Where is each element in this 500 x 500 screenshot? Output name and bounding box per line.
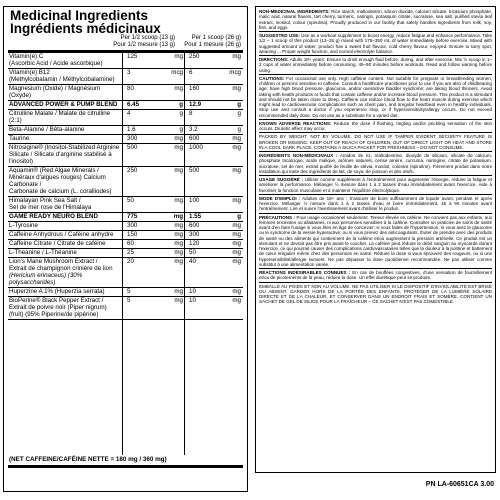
amount-unit: mg	[174, 296, 183, 304]
amount-full-scoop	[185, 298, 243, 319]
ingredient-name	[9, 168, 123, 196]
section-heading: NON-MEDICINAL INGREDIENTS:	[259, 9, 330, 14]
label-section	[259, 269, 492, 283]
amount-unit: mg	[232, 296, 241, 304]
ingredient-name	[9, 136, 123, 143]
ingredient-row	[8, 297, 243, 320]
ingredient-name-line: Caffeine Citrate / Citrate de caféine	[9, 239, 106, 247]
amount-value: 1.6	[127, 125, 136, 133]
amount-half-scoop	[123, 111, 185, 125]
ingredient-name-line: (Methylcobalamin / Méthylcobalamine)	[9, 75, 115, 83]
ingredient-name	[9, 145, 123, 166]
ingredient-name-line: Citrulline Malate / Malate de citrulline (2:1)	[9, 109, 111, 124]
amount-value: 40	[189, 258, 196, 266]
ingredient-name-line: L-Theanine / L-Théanine	[9, 248, 77, 256]
amount-unit: mg	[173, 212, 183, 220]
amount-unit: g	[237, 212, 241, 220]
ingredient-name	[9, 111, 123, 125]
section-text: Adults 18+ years: Ensure to drink enough fluid before, during, and after exercise. Mix ½ scoop in 1–2 cups of water immediately before consuming, 45–90 minutes before workouts. Read and follow warning before using.	[259, 57, 492, 73]
amount-value: 50	[189, 248, 196, 256]
amount-unit: mg	[174, 239, 183, 247]
ingredient-row	[8, 231, 243, 240]
amount-unit: g	[237, 100, 241, 108]
ingredient-name	[9, 214, 123, 221]
section-text: PACKED BY WEIGHT, NOT BY VOLUME. DO NOT USE IF TAMPER EVIDENT SECURITY FEATURE IS BROKEN OR MISSING. KEEP OUT OF REACH OF CHILDREN, OUT OF DIRECT LIGHT OR HEAT AND STORE IN A COOL DARK PLACE. CONTAINS A SILICA PACKET FOR FRESHNESS – DO NOT CONSUME.	[259, 134, 492, 150]
amount-half-scoop	[123, 168, 185, 196]
column-header-row	[4, 35, 247, 42]
amount-half-scoop	[123, 241, 185, 248]
ingredient-name	[9, 70, 123, 84]
blend-header-row	[8, 213, 243, 222]
col1-header: Per 1/2 scoop (13 g)	[120, 35, 175, 41]
amount-unit: mg	[232, 143, 241, 151]
ingredient-name-line: Silicate / Silicate d'arginine stabilisé à l'inositol)	[9, 150, 112, 165]
section-heading: MODE D'EMPLOI :	[259, 195, 301, 201]
amount-value: 500	[189, 166, 200, 174]
label-section	[259, 56, 492, 75]
ingredient-name	[9, 241, 123, 248]
section-text: Pour usage occasionnel seulement. Teneur élevée en caféine. Ne convient pas aux enfants, aux femmes enceintes ou allaitantes, ni aux personnes sensibles à la caféine. Consulter un praticien de soins de santé avant d'en faire l'usage si vous êtes en âge de concevoir; si vous faites de l'hypertension, si vous avez le glaucome ou le syndrome de la vessie hyperactive; ou si vous prenez des anticoagulants. Éviter de prendre avec des produits de santé ou des aliments qui contiennent de la caféine et/ou augmentent la pression artérielle. Ce produit est un stimulant et ne devrait pas être pris avant le coucher. La caféine peut réduire le débit sanguin au myocarde durant l'exercice, ce qui pourrait causer des complications cardiovasculaires telles que la douleur à la poitrine et battement de cœur irrégulier même chez des personnes en santé. Réduire la dose si vous éprouvez des rougeurs, ou si une hypersensibilité/allergie survient. Ne pas dépasser la dose quotidienne recommandée. Ne pas utiliser comme substitut à une alimentation variée.	[259, 214, 492, 267]
column-header-row-fr	[4, 42, 247, 49]
amount-value: 100	[189, 196, 200, 204]
ingredient-row	[8, 288, 243, 297]
amount-half-scoop	[123, 70, 185, 84]
ingredient-row	[8, 135, 243, 144]
ingredient-name-line: Sel de mer rose de l'Himalaya	[9, 203, 92, 211]
section-text: Utiliser comme supplément à l'entraînement pour augmenter l'énergie, réduire la fatigue et améliorer la performance. Mélanger ½ mesure dans 1 à 2 tasses d'eau immédiatement avant l'exercice. Aide à favoriser la fonction musculaire et à maintenir l'équilibre électrolytique.	[259, 177, 492, 193]
amount-full-scoop	[185, 198, 243, 212]
amount-unit: mg	[174, 287, 183, 295]
amount-half-scoop	[123, 289, 185, 296]
col1-header-fr: Pour 1/2 mesure (13 g)	[113, 42, 175, 48]
ingredient-row	[8, 167, 243, 197]
section-text: Reduce the dose if flushing, tingling and/or prickling sensation of the skin occurs. Diuretic effect may occur.	[259, 120, 492, 131]
label-section	[259, 283, 492, 306]
column-divider	[122, 53, 123, 455]
amount-full-scoop	[185, 259, 243, 287]
label-section	[259, 195, 492, 214]
amount-unit: mg	[174, 258, 183, 266]
ingredient-name-line: Extrait de champignon crinière de lion	[9, 264, 113, 272]
amount-value: 300	[127, 221, 138, 229]
ingredient-name-line: Taurine	[9, 134, 30, 142]
amount-half-scoop	[123, 136, 185, 143]
amount-value: 1000	[189, 143, 203, 151]
ingredient-name-line: Beta-Alanine / Bêta-alanine	[9, 125, 85, 133]
panel-title-en: Medicinal Ingredients	[10, 8, 149, 23]
amount-value: 25	[127, 248, 134, 256]
amount-full-scoop	[185, 127, 243, 134]
ingredient-name	[9, 86, 123, 100]
amount-value: 125	[127, 52, 138, 60]
amount-unit: g	[179, 125, 183, 133]
amount-half-scoop	[123, 86, 185, 100]
amount-value: 600	[189, 221, 200, 229]
ingredient-row	[8, 240, 243, 249]
amount-value: 160	[189, 84, 200, 92]
label-section	[259, 75, 492, 120]
amount-unit: mg	[174, 221, 183, 229]
amount-value: 50	[127, 196, 134, 204]
amount-value: 8	[189, 109, 193, 117]
amount-unit: mg	[174, 143, 183, 151]
ingredient-name-line: Extrait de poivre noir (Piper nigrum)(fruit) (95% Piperine/de pipérine)	[9, 303, 107, 318]
amount-unit: mg	[174, 230, 183, 238]
section-heading: USAGE SUGGÉRÉ :	[259, 177, 303, 182]
amount-full-scoop	[185, 54, 243, 68]
part-number: PN LA-60651CA 3.00	[425, 481, 494, 488]
amount-unit: g	[179, 100, 183, 108]
amount-full-scoop	[185, 145, 243, 166]
amount-value: 600	[189, 134, 200, 142]
amount-unit: mg	[174, 248, 183, 256]
section-heading: CAUTIONS:	[259, 75, 285, 81]
ingredient-name-line: Vitamin(e) C	[9, 52, 44, 60]
column-divider	[184, 53, 185, 455]
amount-unit: mg	[174, 134, 183, 142]
amount-full-scoop	[185, 241, 243, 248]
amount-value: 6	[189, 68, 193, 76]
amount-full-scoop	[185, 232, 243, 239]
section-text: Adultes de 18+ ans : S'assurer de boire suffisamment de liquide avant, pendant et après l'exercice. Mélanger ½ mesure dans 1 à 2 tasses d'eau et boire immédiatement, 45 à 90 minutes avant l'entraînement. Lire et suivre l'avertissement avant d'utiliser le produit.	[259, 195, 492, 212]
section-heading: DIRECTIONS:	[259, 57, 289, 62]
amount-half-scoop	[123, 54, 185, 68]
label-section	[259, 214, 492, 270]
section-heading: INGRÉDIENTS NON-MÉDICINAUX :	[259, 153, 338, 158]
ingredient-name	[9, 289, 123, 296]
amount-unit: mg	[232, 84, 241, 92]
col2-header: Per 1 scoop (26 g)	[191, 35, 241, 41]
amount-half-scoop	[123, 127, 185, 134]
ingredient-row	[8, 85, 243, 101]
amount-half-scoop	[123, 214, 185, 221]
amount-unit: mg	[174, 84, 183, 92]
ingredient-name	[9, 223, 123, 230]
label-section	[259, 32, 492, 56]
ingredient-name-line: Himalayan Pink Sea Salt /	[9, 196, 81, 204]
amount-unit: mg	[232, 221, 241, 229]
amount-half-scoop	[123, 102, 185, 109]
amount-unit: mg	[232, 196, 241, 204]
amount-unit: g	[179, 109, 183, 117]
amount-value: 10	[189, 296, 196, 304]
label-section	[259, 133, 492, 152]
amount-value: 20	[127, 258, 134, 266]
label-section	[259, 152, 492, 176]
amount-value: 120	[189, 239, 200, 247]
ingredient-name-line: Minéraux d'algues rouges) Calcium Carbonate /	[9, 173, 106, 188]
section-text: Use as a workout supplement to boost energy, reduce fatigue and enhance performance. Take 1/2 – 1 scoop of this product (13–26 g) mixed with 175–350 mL of water immediately before exercise. Mixed with suggested amount of water, product has a sweet fruit flavour, cold cherry flavour, enjoyed. Ensure to tarry spot, weaning ... Proper weight function, and normal electrolyte balance.	[259, 33, 493, 54]
ingredient-name-line: Vitamin(e) B12	[9, 68, 50, 76]
amount-value: 6.45	[127, 100, 140, 108]
amount-half-scoop	[123, 259, 185, 287]
amount-half-scoop	[123, 198, 185, 212]
label-section	[259, 120, 492, 134]
ingredient-row	[8, 53, 243, 69]
amount-unit: mg	[232, 248, 241, 256]
amount-full-scoop	[185, 136, 243, 143]
amount-full-scoop	[185, 168, 243, 196]
amount-unit: mg	[232, 52, 241, 60]
amount-value: 10	[189, 287, 196, 295]
ingredient-row	[8, 258, 243, 288]
amount-unit: mg	[232, 166, 241, 174]
non-medicinal-info-panel	[255, 6, 496, 473]
amount-value: 3	[127, 68, 131, 76]
ingredient-name-line: Aquamin® (Red Algae Minerals /	[9, 166, 99, 174]
ingredient-row	[8, 197, 243, 213]
amount-full-scoop	[185, 214, 243, 221]
amount-value: 4	[127, 109, 131, 117]
ingredient-name-line: Lion's Mane Mushroom Extract /	[9, 258, 98, 266]
amount-unit: mg	[174, 52, 183, 60]
amount-full-scoop	[185, 86, 243, 100]
ingredient-name	[9, 54, 123, 68]
bottom-divider	[8, 465, 243, 468]
amount-value: 250	[189, 52, 200, 60]
ingredient-row	[8, 222, 243, 231]
section-heading: KNOWN ADVERSE REACTIONS:	[259, 120, 332, 126]
amount-full-scoop	[185, 289, 243, 296]
amount-value: 5	[127, 287, 131, 295]
amount-value: 80	[127, 84, 134, 92]
ingredient-name	[9, 102, 123, 109]
ingredient-name	[9, 259, 123, 287]
amount-value: 150	[127, 230, 138, 238]
section-text: EMBALLÉ AU POIDS ET NON AU VOLUME. NE PAS UTILISER SI LE DISPOSITIF D'INVIOLABILITÉ EST BRISÉ OU ABSENT. GARDER HORS DE LA PORTÉE DES ENFANTS, PROTÉGER DE LA LUMIÈRE SOLAIRE DIRECTE ET DE LA CHALEUR, ET CONSERVER DANS UN ENDROIT FRAIS ET SOMBRE. CONTIENT UN SACHET DE GEL DE SILICE POUR LA FRAÎCHEUR – CE SACHET N'EST PAS COMESTIBLE.	[259, 283, 492, 305]
ingredient-name	[9, 250, 123, 257]
amount-value: 12.9	[189, 100, 202, 108]
section-heading: SUGGESTED USE:	[259, 33, 300, 38]
amount-full-scoop	[185, 102, 243, 109]
amount-unit: mg	[232, 287, 241, 295]
section-text: For occasional use only. High caffeine content. Not suitable for pregnant or breastfeeding women, children or persons sensitive to caffeine. Consult a healthcare practitioner prior to use if you are also of childbearing age; have high blood pressure, glaucoma, and/or overactive bladder syndrome; are taking blood thinners. Avoid taking with health products or foods that contain caffeine and/or increase blood pressure. This product is a stimulant and should not be taken close to sleep. Caffeine can reduce blood flow to the heart muscle during exercise which might lead to cardiovascular complications such as chest pain, and irregular heartbeat even in healthy individuals. Stop use and consult a doctor if you experience stop, or if hypersensitivity/allergy occurs. Do not exceed recommended daily dose. Do not use as a substitute for a varied diet.	[259, 75, 492, 118]
amount-half-scoop	[123, 298, 185, 319]
amount-unit: g	[237, 125, 241, 133]
amount-value: 300	[127, 134, 138, 142]
amount-full-scoop	[185, 111, 243, 125]
section-text: Rice starch, maltodextrin, silicon dioxide, calcium silicate, tricalcium phosphate, malic acid, natural flavors, tart cherry, turmeric, naringin, potassium citrate, sucralose, sea salt, purified stevia leaf extract, inositol, colour (spirulina). Proudly produced in our facility that safely handles ingredients from milk, soy, fish, and eggs.	[259, 9, 492, 30]
ingredient-row	[8, 144, 243, 167]
ingredient-name-line: (Hericium erinaceus) (30% polysaccharides)	[9, 271, 83, 286]
amount-half-scoop	[123, 232, 185, 239]
amount-value: 60	[127, 239, 134, 247]
ingredient-name-line: ADVANCED POWER & PUMP BLEND	[9, 100, 118, 108]
ingredient-name	[9, 298, 123, 319]
section-heading: RÉACTIONS INDÉSIRABLES CONNUES :	[259, 270, 351, 275]
amount-full-scoop	[185, 223, 243, 230]
ingredient-row	[8, 126, 243, 135]
amount-unit: mg	[232, 258, 241, 266]
ingredient-name-line: Huperzine A 1% (Huperzia serrata)	[9, 287, 105, 295]
amount-half-scoop	[123, 145, 185, 166]
amount-value: 3.2	[189, 125, 198, 133]
amount-unit: mg	[174, 166, 183, 174]
ingredient-row	[8, 69, 243, 85]
amount-unit: mg	[232, 230, 241, 238]
amount-unit: mcg	[229, 68, 241, 76]
amount-value: 5	[127, 296, 131, 304]
amount-value: 300	[189, 230, 200, 238]
ingredient-name-line: GAME READY NEURO BLEND	[9, 212, 98, 220]
section-heading: PRÉCAUTIONS :	[259, 214, 296, 220]
ingredient-name-line: (Ascorbic Acid / Acide ascorbique)	[9, 59, 103, 67]
net-caffeine-total: (NET CAFFEINE/CAFÉINE NETTE = 180 mg / 360 mg)	[9, 456, 167, 463]
ingredient-name-line: L-Tyrosine	[9, 221, 38, 229]
col2-header-fr: Pour 1 mesure (26 g)	[184, 42, 241, 48]
amount-unit: mg	[232, 134, 241, 142]
ingredient-name-line: BioPerine® Black Pepper Extract /	[9, 296, 104, 304]
ingredient-row	[8, 110, 243, 126]
amount-unit: mg	[232, 239, 241, 247]
amount-full-scoop	[185, 70, 243, 84]
amount-half-scoop	[123, 223, 185, 230]
section-text: En cas de bouffées congestives, d'une sensation de fourmillement et/ou de picotements de la peau, réduire la dose. Un effet diurétique peut se produire.	[259, 270, 493, 281]
blend-header-row	[8, 101, 243, 110]
panel-title-fr: Ingrédients médicinaux	[10, 21, 161, 36]
amount-unit: mcg	[171, 68, 183, 76]
label-section	[259, 176, 492, 195]
ingredient-name-line: Magnesium (Oxide) / Magnésium (Oxyde)	[9, 84, 101, 99]
ingredient-name	[9, 198, 123, 212]
ingredients-table	[8, 53, 243, 455]
ingredient-name-line: Caffeine Anhydrous / Caféine anhydre	[9, 230, 114, 238]
amount-value: 775	[127, 212, 138, 220]
amount-half-scoop	[123, 250, 185, 257]
label-section	[259, 8, 492, 32]
amount-value: 500	[127, 143, 138, 151]
ingredient-name-line: Nitrosigine® (Inositol-Stabilized Arginine	[9, 143, 120, 151]
medicinal-ingredients-panel	[3, 6, 248, 492]
amount-full-scoop	[185, 250, 243, 257]
ingredient-name	[9, 232, 123, 239]
ingredient-name	[9, 127, 123, 134]
amount-value: 250	[127, 166, 138, 174]
section-text: Amidon de riz, maltodextrine, dioxyde de silicium, silicate de calcium, phosphate tricalcique, acide malique, arômes naturels, cerise amère, curcuma, naringine, citrate de potassium, sucralose, sel de mer, extrait purifié de feuille de stévia, inositol, colorant (spiruline). Fièrement produit dans notre installation qui traite des ingrédients de lait, de soya, de poisson et des œufs.	[259, 153, 493, 174]
amount-unit: g	[237, 109, 241, 117]
amount-value: 1.55	[189, 212, 202, 220]
ingredient-name-line: Carbonate de calcium (L. coralliodes)	[9, 187, 112, 195]
amount-unit: mg	[174, 196, 183, 204]
